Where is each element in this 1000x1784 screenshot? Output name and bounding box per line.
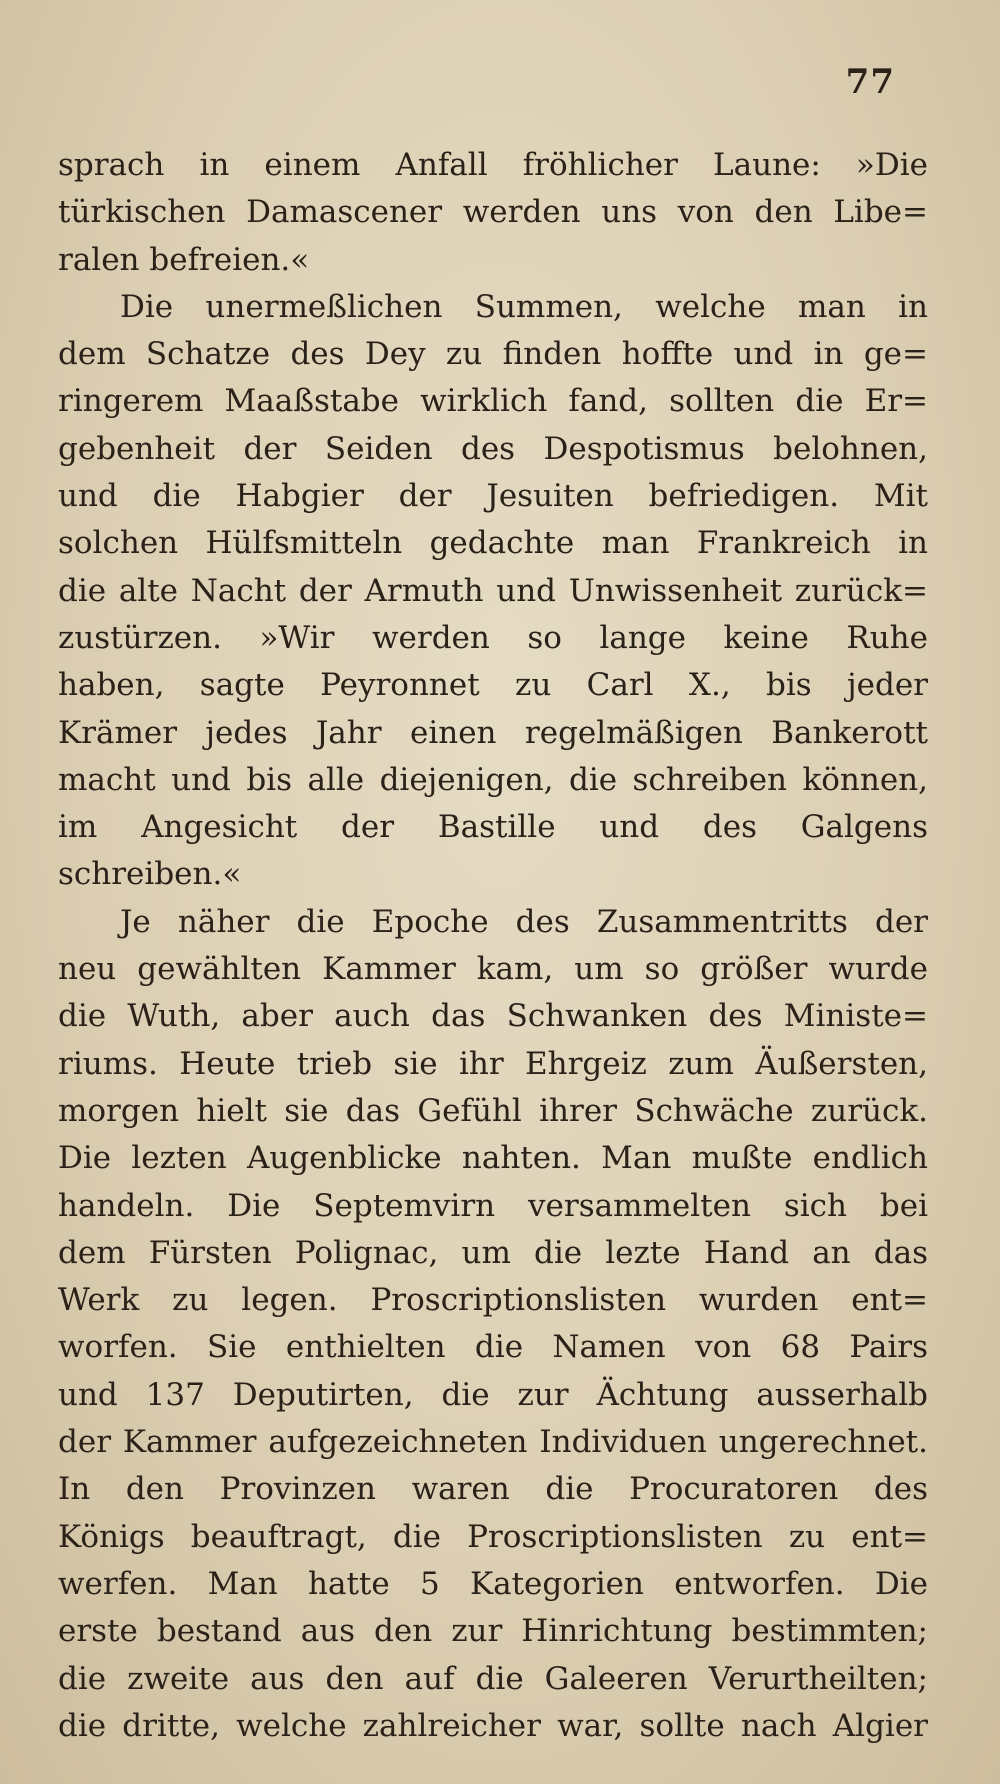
text-line: die alte Nacht der Armuth und Unwissenheit zurück= <box>58 572 928 609</box>
text-line: zustürzen. »Wir werden so lange keine Ruhe <box>58 619 928 656</box>
text-line: dem Schatze des Dey zu finden hoffte und in ge= <box>58 336 928 373</box>
text-line: erste bestand aus den zur Hinrichtung bestimmten; <box>58 1613 928 1650</box>
text-line: ringerem Maaßstabe wirklich fand, sollten die Er= <box>58 383 928 420</box>
text-line: türkischen Damascener werden uns von den Libe= <box>58 194 928 231</box>
text-line: im Angesicht der Bastille und des Galgens <box>58 809 928 846</box>
text-line: werfen. Man hatte 5 Kategorien entworfen. Die <box>58 1565 928 1602</box>
text-line: ralen befreien.« <box>58 241 310 278</box>
text-line: In den Provinzen waren die Procuratoren des <box>58 1471 928 1508</box>
text-line: Königs beauftragt, die Proscriptionslisten zu ent= <box>58 1518 928 1555</box>
page-number: 77 <box>845 62 895 102</box>
text-line: sprach in einem Anfall fröhlicher Laune: »Die <box>58 147 928 183</box>
text-line: die zweite aus den auf die Galeeren Verurtheilten; <box>58 1660 928 1697</box>
text-line: macht und bis alle diejenigen, die schreiben können, <box>58 761 928 798</box>
text-line: schreiben.« <box>58 856 242 893</box>
body-text <box>58 142 928 1750</box>
text-line: Je näher die Epoche des Zusammentritts der <box>120 903 928 940</box>
text-line: Krämer jedes Jahr einen regelmäßigen Bankerott <box>58 714 928 751</box>
text-line: gebenheit der Seiden des Despotismus belohnen, <box>58 430 928 467</box>
text-line: riums. Heute trieb sie ihr Ehrgeiz zum Äußersten, <box>58 1045 928 1082</box>
text-line: die dritte, welche zahlreicher war, sollte nach Algier <box>58 1707 928 1744</box>
text-line: Die unermeßlichen Summen, welche man in <box>120 288 928 325</box>
text-line: neu gewählten Kammer kam, um so größer wurde <box>58 951 928 988</box>
text-line: und die Habgier der Jesuiten befriedigen. Mit <box>58 478 928 515</box>
text-line: morgen hielt sie das Gefühl ihrer Schwäche zurück. <box>58 1092 928 1129</box>
text-line: haben, sagte Peyronnet zu Carl X., bis jeder <box>58 667 928 704</box>
text-line: der Kammer aufgezeichneten Individuen ungerechnet. <box>58 1424 928 1461</box>
text-line: Werk zu legen. Proscriptionslisten wurden ent= <box>58 1282 928 1319</box>
text-line: dem Fürsten Polignac, um die lezte Hand an das <box>58 1234 928 1271</box>
text-line: Die lezten Augenblicke nahten. Man mußte endlich <box>58 1140 928 1177</box>
text-line: worfen. Sie enthielten die Namen von 68 Pairs <box>58 1329 928 1366</box>
text-line: handeln. Die Septemvirn versammelten sich bei <box>58 1187 928 1224</box>
text-line: solchen Hülfsmitteln gedachte man Frankreich in <box>58 525 928 562</box>
text-line: die Wuth, aber auch das Schwanken des Ministe= <box>58 998 928 1035</box>
text-line: und 137 Deputirten, die zur Ächtung ausserhalb <box>58 1376 928 1413</box>
